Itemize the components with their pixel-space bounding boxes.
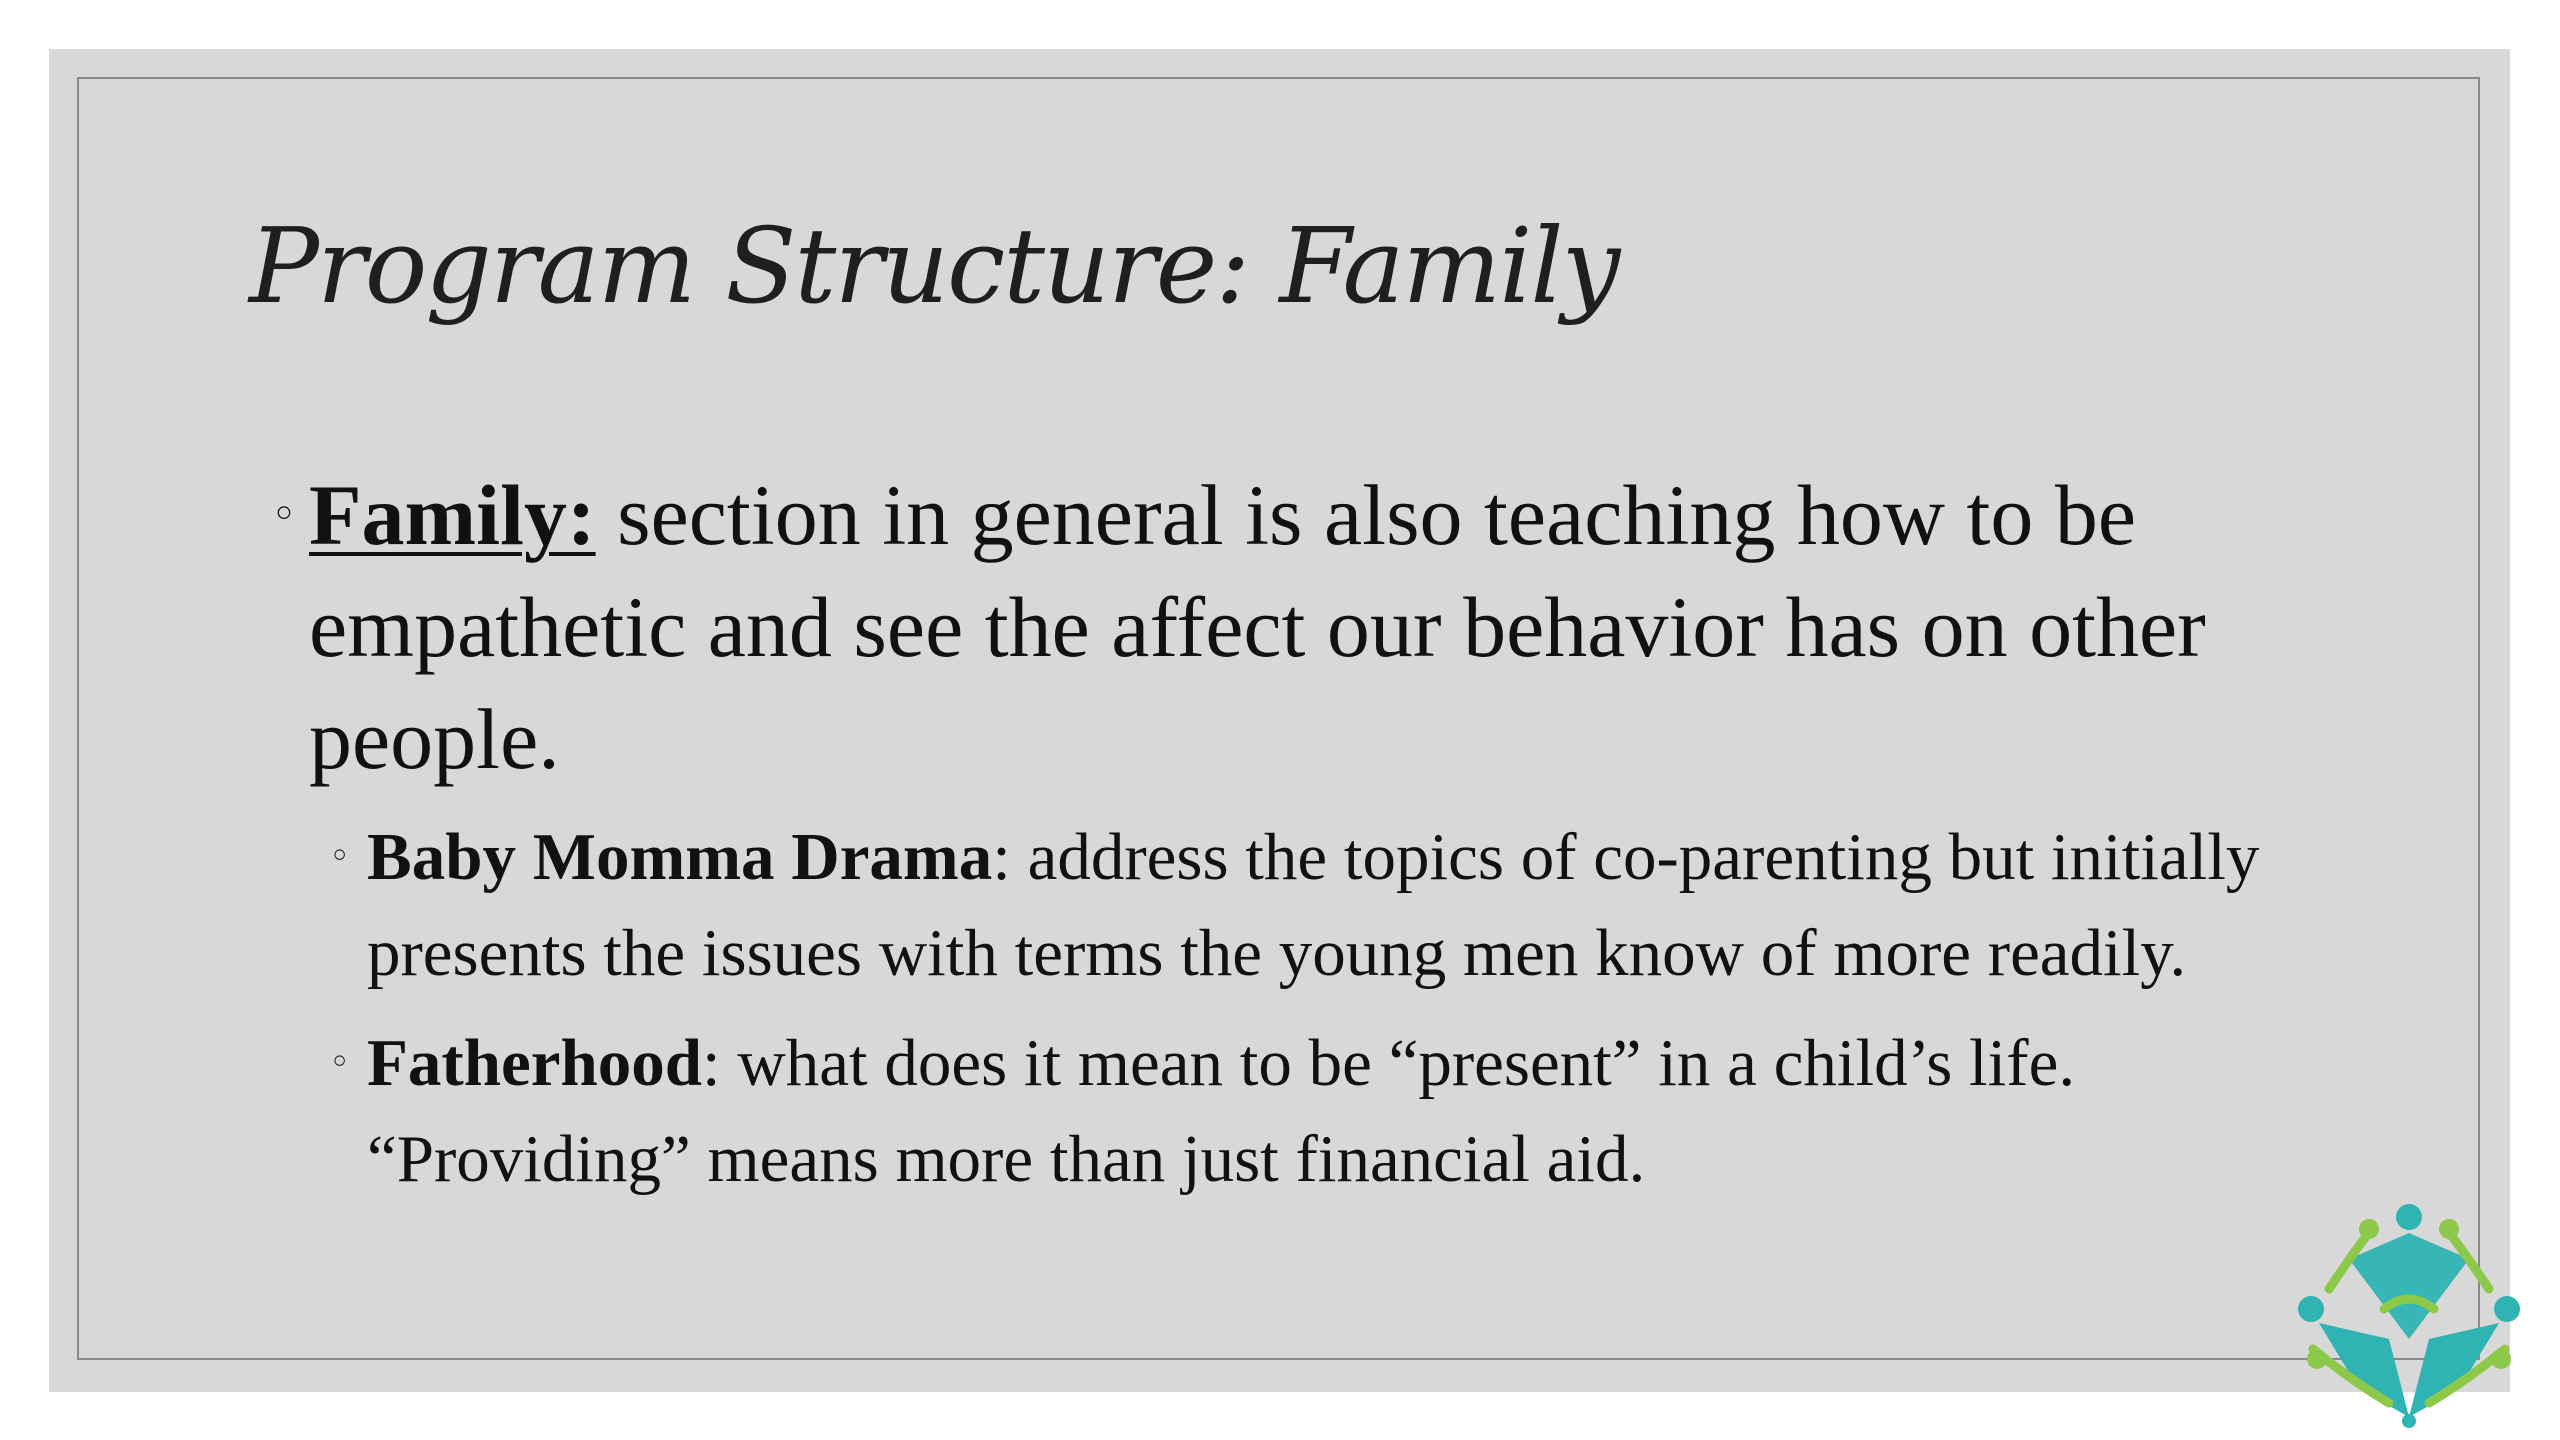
sub-bullet-fatherhood bbox=[259, 1015, 2389, 1207]
slide bbox=[49, 49, 2510, 1392]
bullet-marker: ◦ bbox=[271, 489, 297, 540]
bullet-family bbox=[259, 459, 2389, 795]
sub-bullet-text: : what does it mean to be “present” in a child’s life. “Providing” means more than just financial aid. bbox=[367, 1026, 2076, 1196]
sub-bullet-text: : address the topics of co-parenting but initially presents the issues with terms the young men know of more readily. bbox=[367, 820, 2260, 990]
sub-bullet-marker: ◦ bbox=[329, 1042, 351, 1083]
sub-bullet-baby-momma-drama bbox=[259, 809, 2389, 1001]
slide-title: Program Structure: Family bbox=[249, 205, 1619, 327]
sub-bullet-term: Fatherhood bbox=[367, 1026, 702, 1100]
bullet-text: section in general is also teaching how to be empathetic and see the affect our behavior has on other people. bbox=[309, 467, 2206, 787]
community-figures-logo-icon bbox=[2289, 1189, 2529, 1429]
slide-body bbox=[259, 459, 2389, 1207]
bullet-term: Family: bbox=[309, 467, 596, 563]
sub-bullet-marker: ◦ bbox=[329, 836, 351, 877]
sub-bullet-term: Baby Momma Drama bbox=[367, 820, 993, 894]
